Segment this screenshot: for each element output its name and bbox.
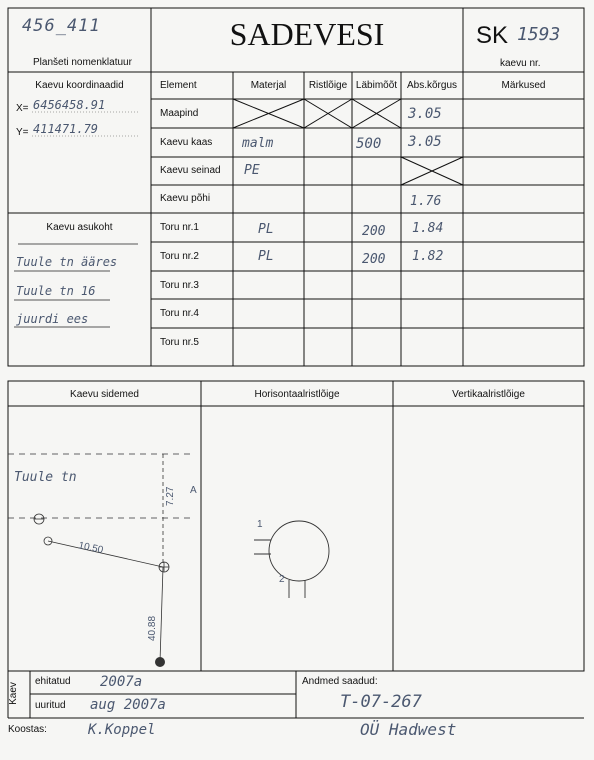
pipe-label: 1 — [257, 519, 263, 530]
col-header-ristloige: Ristlõige — [308, 80, 348, 91]
ties-heading: Kaevu sidemed — [70, 389, 139, 400]
built-value: 2007a — [100, 674, 143, 690]
row-labimoot: 200 — [362, 224, 386, 239]
row-element: Toru nr.1 — [160, 222, 199, 233]
row-element: Maapind — [160, 108, 199, 119]
row-abs: 3.05 — [408, 134, 442, 150]
street-label: Tuule tn — [14, 470, 77, 485]
plan-label: Planšeti nomenklatuur — [33, 57, 132, 68]
ties-sketch — [8, 406, 201, 671]
col-header-materjal: Materjal — [250, 80, 287, 91]
manhole-icon — [155, 657, 165, 667]
plan-code: 456_411 — [22, 16, 101, 36]
col-header-labimoot: Läbimõõt — [355, 80, 398, 91]
pipe-label: 2 — [279, 574, 285, 585]
point-a-label: A — [190, 485, 197, 496]
row-element: Toru nr.3 — [160, 280, 199, 291]
row-materjal: PL — [258, 222, 274, 237]
built-label: ehitatud — [35, 676, 71, 687]
vertical-section-heading: Vertikaalristlõige — [452, 389, 525, 400]
col-header-markused: Märkused — [501, 80, 546, 91]
row-materjal: PL — [258, 249, 274, 264]
row-materjal: PE — [244, 163, 260, 178]
col-header-abs: Abs.kõrgus — [406, 80, 458, 91]
row-element: Kaevu põhi — [160, 193, 211, 204]
tie-line — [48, 541, 163, 567]
tie-line — [160, 567, 163, 662]
data-source-label: Andmed saadud: — [302, 676, 378, 687]
company-name: OÜ Hadwest — [360, 720, 457, 739]
distance-label: 40.88 — [147, 615, 158, 641]
row-element: Kaevu seinad — [160, 165, 221, 176]
coords-heading: Kaevu koordinaadid — [35, 80, 124, 91]
sk-number: 1593 — [517, 24, 561, 45]
col-header-element: Element — [160, 80, 197, 91]
row-element: Toru nr.2 — [160, 251, 199, 262]
row-element: Toru nr.4 — [160, 308, 199, 319]
row-abs: 1.82 — [412, 249, 444, 264]
sk-prefix: SK — [476, 22, 509, 49]
horizontal-section-drawing — [201, 406, 393, 671]
manhole-outline — [269, 521, 329, 581]
author-value: K.Koppel — [88, 722, 156, 738]
horizontal-section-heading: Horisontaalristlõige — [254, 389, 340, 400]
row-materjal: malm — [242, 136, 274, 151]
row-labimoot: 500 — [356, 136, 382, 152]
location-line: Tuule tn 16 — [16, 284, 96, 298]
surveyed-value: aug 2007a — [90, 697, 166, 713]
coord-y-value: 411471.79 — [33, 122, 99, 136]
row-abs: 3.05 — [408, 106, 442, 122]
coord-x-label: X= — [16, 103, 29, 114]
row-abs: 1.84 — [412, 221, 444, 236]
coord-x-value: 6456458.91 — [33, 98, 106, 112]
coord-y-label: Y= — [16, 127, 29, 138]
surveyed-label: uuritud — [35, 700, 66, 711]
distance-label: 7.27 — [165, 486, 176, 506]
kaev-label: Kaev — [7, 682, 19, 705]
row-element: Kaevu kaas — [160, 137, 213, 148]
row-element: Toru nr.5 — [160, 337, 199, 348]
kaev-label-box — [8, 682, 30, 708]
location-heading: Kaevu asukoht — [46, 222, 113, 233]
location-line: Tuule tn ääres — [16, 255, 118, 269]
page-title: SADEVESI — [229, 16, 385, 52]
row-abs: 1.76 — [410, 194, 442, 209]
row-labimoot: 200 — [362, 252, 386, 267]
sk-label: kaevu nr. — [500, 58, 541, 69]
author-label: Koostas: — [8, 724, 47, 735]
location-line: juurdi ees — [16, 312, 89, 326]
distance-label: 10.50 — [77, 540, 105, 557]
data-source-value: T-07-267 — [340, 692, 422, 712]
